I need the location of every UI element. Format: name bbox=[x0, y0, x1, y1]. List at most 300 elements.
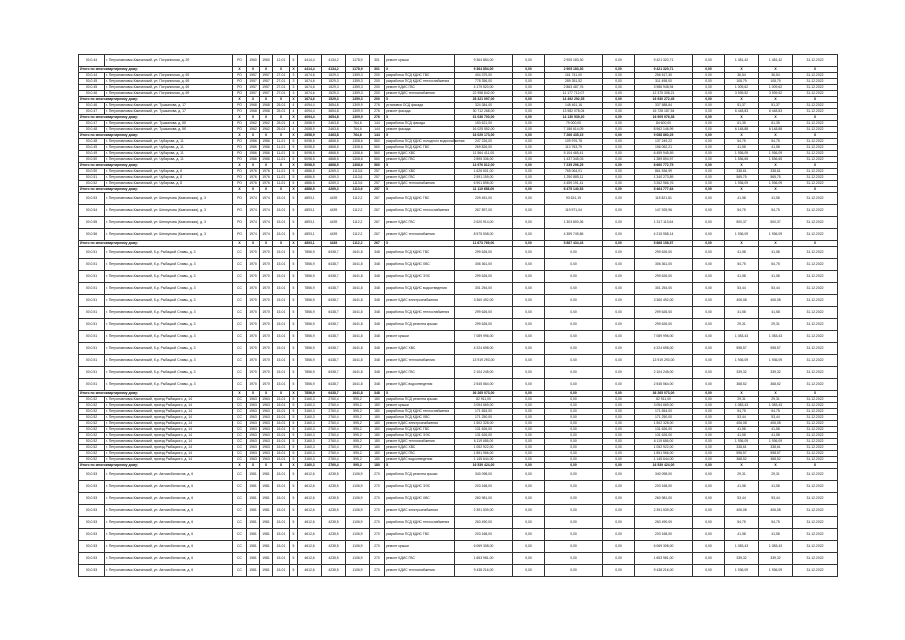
other-funds-cell: 0,00 bbox=[693, 403, 725, 409]
unit-cost-max-cell: 41,58 bbox=[759, 307, 793, 319]
build-year-cell: X bbox=[247, 391, 260, 397]
address-cell: г. Петропавловск-Камчатский, ул. Пограничная, д. 2б bbox=[105, 55, 233, 67]
build-year-cell: 1981 bbox=[247, 505, 260, 517]
total-area-cell: 5098,5 bbox=[298, 139, 322, 145]
residents-cell: 180 bbox=[370, 445, 385, 451]
row-number-cell: 00.0.52 bbox=[79, 403, 105, 409]
other-funds-cell: 0,00 bbox=[693, 55, 725, 67]
other-funds-cell: 0,00 bbox=[693, 259, 725, 271]
work-type-cell: ремонт КДИС ГВС bbox=[385, 175, 455, 181]
common-area-cell: 1308,6 bbox=[346, 163, 370, 169]
work-type-cell: X bbox=[385, 463, 455, 469]
address-cell: г. Петропавловск-Камчатский, ул. Тушканова, д. 17 bbox=[105, 103, 233, 109]
table-row bbox=[79, 505, 838, 517]
work-type-cell: ремонт КДИС ГВС bbox=[385, 553, 455, 565]
wall-material-cell: СС bbox=[233, 451, 247, 457]
commission-year-cell: 1986 bbox=[260, 139, 273, 145]
living-area-cell: 4439 bbox=[322, 241, 346, 247]
fund-cost-cell: 131 626,00 bbox=[635, 427, 693, 433]
build-year-cell: 1963 bbox=[247, 421, 260, 427]
subsidy-federal-cell: 0,00 bbox=[513, 307, 545, 319]
completion-date-cell: 31.12.2022 bbox=[793, 409, 838, 415]
commission-year-cell: 1981 bbox=[260, 565, 273, 577]
subsidy-local-cell: 0,00 bbox=[603, 157, 635, 163]
commission-year-cell: 1981 bbox=[260, 553, 273, 565]
living-area-cell: 4868,5 bbox=[322, 163, 346, 169]
address-cell: г. Петропавловск-Камчатский, ул. Пограничная, д. 69 bbox=[105, 85, 233, 91]
subsidy-federal-cell: 0,00 bbox=[513, 391, 545, 397]
residents-cell: 180 bbox=[370, 421, 385, 427]
subsidy-federal-cell: 0,00 bbox=[513, 469, 545, 481]
living-area-cell: 3654,8 bbox=[322, 115, 346, 121]
unit-cost-limit-cell: 338,61 bbox=[725, 169, 759, 175]
unit-cost-limit-cell: X bbox=[725, 67, 759, 73]
owners-funds-cell: 0,00 bbox=[545, 283, 603, 295]
total-cost-cell: 1 145 644,00 bbox=[455, 457, 513, 463]
work-type-cell: разработка ПСД ремонта крыши bbox=[385, 469, 455, 481]
subsidy-local-cell: 0,00 bbox=[603, 433, 635, 439]
address-cell: г. Петропавловск-Камчатский, ул. Автомобилистов, д. 6 bbox=[105, 481, 233, 493]
work-type-cell: ремонт КДИС ХВС bbox=[385, 445, 455, 451]
subsidy-federal-cell: 0,00 bbox=[513, 409, 545, 415]
unit-cost-limit-cell: 1 009,62 bbox=[725, 85, 759, 91]
residents-cell: 180 bbox=[370, 397, 385, 403]
unit-cost-limit-cell: 29,31 bbox=[725, 319, 759, 331]
fund-cost-cell: 299 626,00 bbox=[635, 247, 693, 259]
common-area-cell: 1641,8 bbox=[346, 367, 370, 379]
common-area-cell: 1178,9 bbox=[346, 67, 370, 73]
completion-date-cell: 31.12.2022 bbox=[793, 553, 838, 565]
other-funds-cell: 0,00 bbox=[693, 391, 725, 397]
owners-funds-cell: 119 971,04 bbox=[545, 205, 603, 217]
residents-cell: 200 bbox=[370, 73, 385, 79]
floors-cell: 5 bbox=[290, 355, 298, 367]
total-cost-cell: 203 168,00 bbox=[455, 481, 513, 493]
living-area-cell: 2760,4 bbox=[322, 451, 346, 457]
owners-funds-cell: 0,00 bbox=[545, 319, 603, 331]
common-area-cell: 1106,9 bbox=[346, 529, 370, 541]
unit-cost-max-cell: 1 936,09 bbox=[759, 565, 793, 577]
work-type-cell: разработка ПСД КДИС ГВС bbox=[385, 193, 455, 205]
common-area-cell: 595,2 bbox=[346, 451, 370, 457]
build-year-cell: 1986 bbox=[247, 157, 260, 163]
table-row bbox=[79, 367, 838, 379]
wall-material-cell: РО bbox=[233, 175, 247, 181]
series-cell: 15-01 bbox=[273, 517, 290, 529]
unit-cost-max-cell: 1 083,43 bbox=[759, 541, 793, 553]
commission-year-cell: 1963 bbox=[260, 409, 273, 415]
build-year-cell: 1970 bbox=[247, 343, 260, 355]
other-funds-cell: 0,00 bbox=[693, 553, 725, 565]
living-area-cell: 4235,5 bbox=[322, 481, 346, 493]
floors-cell: 5 bbox=[290, 319, 298, 331]
total-area-cell: 4893,1 bbox=[298, 241, 322, 247]
total-cost-cell: 14 976 812,00 bbox=[455, 163, 513, 169]
total-area-cell: 1674,6 bbox=[298, 97, 322, 103]
living-area-cell: 4235,5 bbox=[322, 529, 346, 541]
total-cost-cell: 299 626,00 bbox=[455, 307, 513, 319]
unit-cost-max-cell: 54,75 bbox=[759, 409, 793, 415]
residents-cell: 560 bbox=[370, 145, 385, 151]
living-area-cell: 1529,3 bbox=[322, 91, 346, 97]
unit-cost-limit-cell: X bbox=[725, 187, 759, 193]
subsidy-federal-cell: 0,00 bbox=[513, 505, 545, 517]
completion-date-cell: 31.12.2022 bbox=[793, 109, 838, 115]
build-year-cell: 1970 bbox=[247, 295, 260, 307]
work-type-cell: ремонт фасада bbox=[385, 109, 455, 115]
subsidy-federal-cell: 0,00 bbox=[513, 91, 545, 97]
fund-cost-cell: 9 088 860,29 bbox=[635, 133, 693, 139]
build-year-cell: 1974 bbox=[247, 229, 260, 241]
owners-funds-cell: 0,00 bbox=[545, 343, 603, 355]
common-area-cell: 595,2 bbox=[346, 421, 370, 427]
build-year-cell: 1974 bbox=[247, 217, 260, 229]
address-cell: г. Петропавловск-Камчатский, б-р. Рыбацкой Славы, д. 3 bbox=[105, 295, 233, 307]
residents-cell: 200 bbox=[370, 85, 385, 91]
build-year-cell: 1963 bbox=[247, 403, 260, 409]
table-row bbox=[79, 271, 838, 283]
other-funds-cell: 0,00 bbox=[693, 307, 725, 319]
wall-material-cell: СС bbox=[233, 271, 247, 283]
total-cost-cell: 267 897,00 bbox=[455, 205, 513, 217]
work-type-cell: разработка ПСД КДИС ЭЭС bbox=[385, 433, 455, 439]
build-year-cell: 1968 bbox=[247, 103, 260, 109]
subsidy-local-cell: 0,00 bbox=[603, 565, 635, 577]
completion-date-cell: 31.12.2022 bbox=[793, 355, 838, 367]
wall-material-cell: РО bbox=[233, 85, 247, 91]
completion-date-cell: 31.12.2022 bbox=[793, 331, 838, 343]
address-cell: г. Петропавловск-Камчатский, ул. Чубарова, д. 8 bbox=[105, 181, 233, 187]
work-type-cell: разработка ПСД КДИС теплоснабжения bbox=[385, 307, 455, 319]
series-cell: X bbox=[273, 463, 290, 469]
wall-material-cell: РО bbox=[233, 73, 247, 79]
address-cell: г. Петропавловск-Камчатский, б-р. Рыбацкой Славы, д. 3 bbox=[105, 355, 233, 367]
completion-date-cell: X bbox=[793, 133, 838, 139]
table-row bbox=[79, 565, 838, 577]
address-cell: г. Петропавловск-Камчатский, ул. Шелкунова (Камчатская), д. 3 bbox=[105, 205, 233, 217]
completion-date-cell: 31.12.2022 bbox=[793, 469, 838, 481]
table-row bbox=[79, 319, 838, 331]
other-funds-cell: 0,00 bbox=[693, 79, 725, 85]
build-year-cell: 1976 bbox=[247, 169, 260, 175]
subsidy-local-cell: 0,00 bbox=[603, 55, 635, 67]
build-year-cell: 1960 bbox=[247, 55, 260, 67]
address-cell: г. Петропавловск-Камчатский, б-р. Рыбацкой Славы, д. 3 bbox=[105, 379, 233, 391]
completion-date-cell: 31.12.2022 bbox=[793, 91, 838, 97]
floors-cell: X bbox=[290, 67, 298, 73]
build-year-cell: 1957 bbox=[247, 85, 260, 91]
work-type-cell: разработка ПСД КДИС ГВС bbox=[385, 73, 455, 79]
subsidy-federal-cell: 0,00 bbox=[513, 73, 545, 79]
common-area-cell: 1106,9 bbox=[346, 469, 370, 481]
row-number-cell: 00.0.51 bbox=[79, 283, 105, 295]
fund-cost-cell: 4 215 958,14 bbox=[635, 229, 693, 241]
wall-material-cell: РО bbox=[233, 145, 247, 151]
owners-funds-cell: 7 235 296,25 bbox=[545, 163, 603, 169]
common-area-cell: 595,2 bbox=[346, 427, 370, 433]
address-cell: г. Петропавловск-Камчатский, ул. Автомобилистов, д. 6 bbox=[105, 553, 233, 565]
commission-year-cell: 1957 bbox=[260, 91, 273, 97]
work-type-cell: разработка ПСД КДИС ГВС bbox=[385, 427, 455, 433]
fund-cost-cell: 340 098,00 bbox=[635, 469, 693, 481]
build-year-cell: 1986 bbox=[247, 151, 260, 157]
series-cell: 15-01 bbox=[273, 565, 290, 577]
wall-material-cell: СС bbox=[233, 415, 247, 421]
residents-cell: 270 bbox=[370, 541, 385, 553]
unit-cost-max-cell: 1 936,09 bbox=[759, 439, 793, 445]
address-cell: г. Петропавловск-Камчатский, ул. Тушканова, д. 5б bbox=[105, 121, 233, 127]
build-year-cell: X bbox=[247, 187, 260, 193]
floors-cell: 5 bbox=[290, 157, 298, 163]
common-area-cell: 1112,2 bbox=[346, 193, 370, 205]
row-number-cell: 00.0.52 bbox=[79, 427, 105, 433]
total-cost-cell: 7 089 996,00 bbox=[455, 331, 513, 343]
work-type-cell: ремонт крыши bbox=[385, 331, 455, 343]
build-year-cell: 1970 bbox=[247, 247, 260, 259]
subsidy-local-cell: 0,00 bbox=[603, 463, 635, 469]
completion-date-cell: 31.12.2022 bbox=[793, 229, 838, 241]
fund-cost-cell: 5 868 158,57 bbox=[635, 241, 693, 247]
commission-year-cell: 1957 bbox=[260, 79, 273, 85]
fund-cost-cell: 171 654,00 bbox=[635, 409, 693, 415]
completion-date-cell: 31.12.2022 bbox=[793, 493, 838, 505]
owners-funds-cell: 14 130 539,20 bbox=[545, 115, 603, 121]
series-cell: 15-01 bbox=[273, 469, 290, 481]
subsidy-federal-cell: 0,00 bbox=[513, 397, 545, 403]
build-year-cell: 1957 bbox=[247, 91, 260, 97]
series-cell: 15-01 bbox=[273, 421, 290, 427]
owners-funds-cell: 4 359 749,86 bbox=[545, 229, 603, 241]
unit-cost-max-cell: 1 536,65 bbox=[759, 157, 793, 163]
common-area-cell: 595,2 bbox=[346, 415, 370, 421]
wall-material-cell: X bbox=[233, 97, 247, 103]
floors-cell: 5 bbox=[290, 139, 298, 145]
other-funds-cell: 0,00 bbox=[693, 229, 725, 241]
total-area-cell: 4612,6 bbox=[298, 505, 322, 517]
build-year-cell: 1963 bbox=[247, 415, 260, 421]
total-cost-cell: 3 360 492,00 bbox=[455, 295, 513, 307]
work-type-cell: разработка ПСД КДИС теплоснабжения bbox=[385, 79, 455, 85]
unit-cost-max-cell: 54,75 bbox=[759, 139, 793, 145]
fund-cost-cell: 36 265 073,00 bbox=[635, 391, 693, 397]
wall-material-cell: СС bbox=[233, 505, 247, 517]
owners-funds-cell: 2 905 183,30 bbox=[545, 55, 603, 67]
unit-cost-limit-cell: 54,75 bbox=[725, 205, 759, 217]
living-area-cell: 2760,4 bbox=[322, 415, 346, 421]
total-area-cell: 4094,4 bbox=[298, 103, 322, 109]
series-cell: 15-01 bbox=[273, 451, 290, 457]
series-cell: X bbox=[273, 241, 290, 247]
row-number-cell: 00.0.48 bbox=[79, 127, 105, 133]
subsidy-local-cell: 0,00 bbox=[603, 319, 635, 331]
fund-cost-cell: 1 317 113,64 bbox=[635, 217, 693, 229]
completion-date-cell: 31.12.2022 bbox=[793, 181, 838, 187]
common-area-cell: 595,2 bbox=[346, 397, 370, 403]
completion-date-cell: X bbox=[793, 187, 838, 193]
living-area-cell: 4439 bbox=[322, 217, 346, 229]
row-number-cell: 00.0.52 bbox=[79, 445, 105, 451]
completion-date-cell: 31.12.2022 bbox=[793, 139, 838, 145]
completion-date-cell: X bbox=[793, 163, 838, 169]
row-number-cell: 00.0.52 bbox=[79, 451, 105, 457]
unit-cost-max-cell: 339,32 bbox=[759, 367, 793, 379]
completion-date-cell: 31.12.2022 bbox=[793, 505, 838, 517]
commission-year-cell: X bbox=[260, 97, 273, 103]
completion-date-cell: 31.12.2022 bbox=[793, 145, 838, 151]
owners-funds-cell: 5 887 434,43 bbox=[545, 241, 603, 247]
other-funds-cell: 0,00 bbox=[693, 295, 725, 307]
address-cell: г. Петропавловск-Камчатский, ул. Чубарова, д. 11 bbox=[105, 139, 233, 145]
total-cost-cell: 4 179 520,00 bbox=[455, 85, 513, 91]
total-cost-cell: 209 451,00 bbox=[455, 193, 513, 205]
living-area-cell: 2760,4 bbox=[322, 439, 346, 445]
subsidy-federal-cell: 0,00 bbox=[513, 343, 545, 355]
floors-cell: 5 bbox=[290, 331, 298, 343]
commission-year-cell: 1963 bbox=[260, 427, 273, 433]
series-cell: 15-01 bbox=[273, 367, 290, 379]
unit-cost-limit-cell: X bbox=[725, 241, 759, 247]
commission-year-cell: 1957 bbox=[260, 85, 273, 91]
common-area-cell: 1113,6 bbox=[346, 169, 370, 175]
build-year-cell: 1970 bbox=[247, 259, 260, 271]
fund-cost-cell: 6 459 945,59 bbox=[635, 151, 693, 157]
total-area-cell: 3160,3 bbox=[298, 415, 322, 421]
subsidy-local-cell: 0,00 bbox=[603, 403, 635, 409]
floors-cell: 5 bbox=[290, 181, 298, 187]
wall-material-cell: РО bbox=[233, 169, 247, 175]
common-area-cell: 1641,8 bbox=[346, 355, 370, 367]
living-area-cell: 4868,5 bbox=[322, 151, 346, 157]
total-cost-cell: 6 901 898,00 bbox=[455, 181, 513, 187]
living-area-cell: 1529,3 bbox=[322, 85, 346, 91]
commission-year-cell: X bbox=[260, 115, 273, 121]
other-funds-cell: 0,00 bbox=[693, 463, 725, 469]
fund-cost-cell: 12 375 308,21 bbox=[635, 91, 693, 97]
subsidy-local-cell: 0,00 bbox=[603, 241, 635, 247]
subsidy-local-cell: 0,00 bbox=[603, 67, 635, 73]
build-year-cell: 1981 bbox=[247, 565, 260, 577]
common-area-cell: 1309,9 bbox=[346, 109, 370, 115]
unit-cost-max-cell: 598,57 bbox=[759, 343, 793, 355]
fund-cost-cell: 147 925,96 bbox=[635, 205, 693, 217]
living-area-cell: 6438,7 bbox=[322, 283, 346, 295]
other-funds-cell: 0,00 bbox=[693, 379, 725, 391]
floors-cell: 4 bbox=[290, 109, 298, 115]
subsidy-local-cell: 0,00 bbox=[603, 505, 635, 517]
fund-cost-cell: 299 626,00 bbox=[635, 319, 693, 331]
wall-material-cell: СС bbox=[233, 331, 247, 343]
total-area-cell: 7856,9 bbox=[298, 391, 322, 397]
owners-funds-cell: 0,00 bbox=[545, 355, 603, 367]
living-area-cell: 4235,5 bbox=[322, 565, 346, 577]
living-area-cell: 4235,5 bbox=[322, 553, 346, 565]
fund-cost-cell: 306 361,00 bbox=[635, 259, 693, 271]
residents-cell: 180 bbox=[370, 439, 385, 445]
register-sheet bbox=[78, 54, 827, 608]
other-funds-cell: 0,00 bbox=[693, 565, 725, 577]
row-number-cell: 00.0.51 bbox=[79, 343, 105, 355]
work-type-cell: ремонт КДИС ХВС bbox=[385, 169, 455, 175]
other-funds-cell: 0,00 bbox=[693, 529, 725, 541]
floors-cell: 5 bbox=[290, 169, 298, 175]
commission-year-cell: 1970 bbox=[260, 355, 273, 367]
residents-cell: 180 bbox=[370, 463, 385, 469]
total-cost-cell: 6 069 308,00 bbox=[455, 541, 513, 553]
wall-material-cell: СС bbox=[233, 247, 247, 259]
unit-cost-limit-cell: 41,58 bbox=[725, 481, 759, 493]
unit-cost-max-cell: 41,58 bbox=[759, 145, 793, 151]
subsidy-federal-cell: 0,00 bbox=[513, 565, 545, 577]
address-cell: г. Петропавловск-Камчатский, проезд Рыбацкого, д. 14 bbox=[105, 445, 233, 451]
row-number-cell: 00.0.51 bbox=[79, 175, 105, 181]
work-type-cell: разработка ПСД КДИС ЭЭС bbox=[385, 481, 455, 493]
floors-cell: 4 bbox=[290, 103, 298, 109]
other-funds-cell: 0,00 bbox=[693, 139, 725, 145]
address-cell: г. Петропавловск-Камчатский, проезд Рыбацкого, д. 14 bbox=[105, 397, 233, 403]
completion-date-cell: 31.12.2022 bbox=[793, 451, 838, 457]
wall-material-cell: СС bbox=[233, 295, 247, 307]
subsidy-local-cell: 0,00 bbox=[603, 409, 635, 415]
work-type-cell: ремонт КДИС ГВС bbox=[385, 451, 455, 457]
subsidy-local-cell: 0,00 bbox=[603, 541, 635, 553]
series-cell: 15-01 bbox=[273, 295, 290, 307]
floors-cell: 5 bbox=[290, 229, 298, 241]
subsidy-federal-cell: 0,00 bbox=[513, 379, 545, 391]
row-number-cell: 00.0.51 bbox=[79, 319, 105, 331]
commission-year-cell: 1970 bbox=[260, 367, 273, 379]
living-area-cell: 2760,4 bbox=[322, 397, 346, 403]
total-cost-cell: 2 104 245,00 bbox=[455, 367, 513, 379]
common-area-cell: 1359,3 bbox=[346, 97, 370, 103]
total-area-cell: 4893,1 bbox=[298, 193, 322, 205]
address-cell: г. Петропавловск-Камчатский, ул. Автомобилистов, д. 6 bbox=[105, 469, 233, 481]
wall-material-cell: СС bbox=[233, 427, 247, 433]
fund-cost-cell: 1 653 981,00 bbox=[635, 553, 693, 565]
fund-cost-cell: 3 986 948,94 bbox=[635, 85, 693, 91]
build-year-cell: 1962 bbox=[247, 121, 260, 127]
address-cell: г. Петропавловск-Камчатский, б-р. Рыбацкой Славы, д. 3 bbox=[105, 319, 233, 331]
floors-cell: 3 bbox=[290, 73, 298, 79]
residents-cell: 270 bbox=[370, 553, 385, 565]
build-year-cell: 1981 bbox=[247, 469, 260, 481]
other-funds-cell: 0,00 bbox=[693, 67, 725, 73]
unit-cost-max-cell: 29,31 bbox=[759, 319, 793, 331]
completion-date-cell: 31.12.2022 bbox=[793, 367, 838, 379]
commission-year-cell: 1957 bbox=[260, 73, 273, 79]
table-row bbox=[79, 259, 838, 271]
common-area-cell: 1106,9 bbox=[346, 481, 370, 493]
series-cell: 15-01 bbox=[273, 445, 290, 451]
total-cost-cell: 11 564 411,00 bbox=[455, 151, 513, 157]
build-year-cell: 1963 bbox=[247, 457, 260, 463]
owners-funds-cell: 0,00 bbox=[545, 391, 603, 397]
living-area-cell: 4269,3 bbox=[322, 181, 346, 187]
fund-cost-cell: 1 340 273,89 bbox=[635, 175, 693, 181]
completion-date-cell: X bbox=[793, 67, 838, 73]
series-cell: 27-01 bbox=[273, 79, 290, 85]
residents-cell: 348 bbox=[370, 259, 385, 271]
other-funds-cell: 0,00 bbox=[693, 115, 725, 121]
subsidy-federal-cell: 0,00 bbox=[513, 193, 545, 205]
series-cell: 11-01 bbox=[273, 181, 290, 187]
other-funds-cell: 0,00 bbox=[693, 187, 725, 193]
build-year-cell: 1981 bbox=[247, 553, 260, 565]
common-area-cell: 1112,2 bbox=[346, 229, 370, 241]
floors-cell: 5 bbox=[290, 397, 298, 403]
row-number-cell: 00.0.51 bbox=[79, 331, 105, 343]
total-cost-cell: 2 545 564,00 bbox=[455, 379, 513, 391]
completion-date-cell: 31.12.2022 bbox=[793, 217, 838, 229]
